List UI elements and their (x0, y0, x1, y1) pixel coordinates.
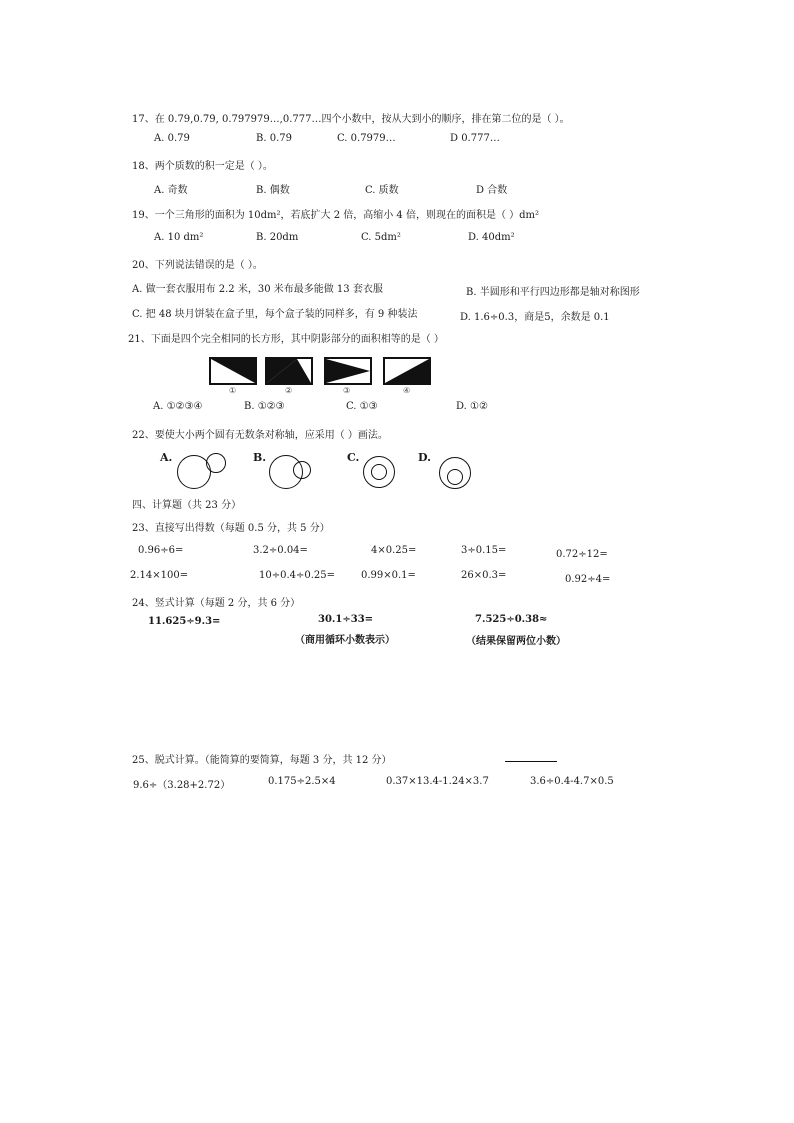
question-17-option-c: C. 0.7979… (337, 133, 396, 144)
question-25-stem: 25、脱式计算。（能简算的要简算，每题 3 分，共 12 分） (132, 755, 392, 766)
question-20-stem: 20、下列说法错误的是（ ）。 (132, 260, 263, 271)
q25-item-3: 0.37×13.4-1.24×3.7 (386, 776, 489, 787)
q23-item-4: 3÷0.15= (461, 545, 507, 556)
question-17-option-b: B. 0.7̇9̇ (256, 133, 292, 144)
question-24-stem: 24、竖式计算（每题 2 分，共 6 分） (132, 598, 301, 609)
question-21-option-b: B. ①②③ (244, 401, 285, 412)
question-21-stem: 21、下面是四个完全相同的长方形，其中阴影部分的面积相等的是（ ） (128, 334, 444, 345)
q25-item-1: 9.6÷（3.28+2.72） (133, 780, 231, 791)
question-19-option-b: B. 20dm (256, 232, 299, 243)
question-19-option-c: C. 5dm² (361, 232, 401, 243)
q23-item-3: 4×0.25= (371, 545, 417, 556)
q24-item-1: 11.625÷9.3= (148, 616, 221, 627)
rectangle-figure-4 (383, 357, 431, 385)
question-20-option-d: D. 1.6÷0.3，商是5，余数是 0.1 (460, 312, 610, 323)
q23-item-6: 2.14×100= (130, 570, 189, 581)
question-18-option-a: A. 奇数 (154, 185, 188, 196)
rectangle-figure-1 (209, 357, 257, 385)
section-4-title: 四、计算题（共 23 分） (132, 500, 242, 511)
question-19-stem: 19、一个三角形的面积为 10dm²，若底扩大 2 倍，高缩小 4 倍，则现在的面积是（ ）dm² (132, 210, 540, 221)
rectangle-figure-2 (265, 357, 313, 385)
question-21-option-a: A. ①②③④ (153, 401, 203, 412)
question-20-option-b: B. 半圆形和平行四边形都是轴对称图形 (466, 287, 640, 298)
circle-c-small (371, 464, 387, 480)
question-21-option-c: C. ①③ (346, 401, 378, 412)
q24-item-2: 30.1÷33= (318, 614, 374, 625)
question-22-stem: 22、要使大小两个圆有无数条对称轴，应采用（ ）画法。 (132, 430, 388, 441)
circle-b-small (293, 461, 311, 479)
question-21-option-d: D. ①② (456, 401, 488, 412)
question-18-option-b: B. 偶数 (256, 185, 290, 196)
figure-label-2: ② (285, 386, 293, 395)
q23-item-7: 10÷0.4÷0.25= (259, 570, 336, 581)
question-20-option-c: C. 把 48 块月饼装在盒子里，每个盒子装的同样多，有 9 种装法 (132, 309, 418, 320)
question-19-option-a: A. 10 dm² (154, 232, 204, 243)
figure-label-1: ① (229, 386, 237, 395)
q23-item-5: 0.72÷12= (556, 549, 608, 560)
figure-label-3: ③ (343, 386, 351, 395)
rectangle-figure-3 (324, 357, 372, 385)
question-17-stem: 17、在 0.79,0.7̇9̇, 0.797979…,0.777…四个小数中，按从大到小的顺序，排在第二位的是（ ）。 (132, 114, 570, 125)
figure-label-4: ④ (403, 386, 411, 395)
question-17-option-d: D 0.777… (450, 133, 500, 144)
question-18-stem: 18、两个质数的积一定是（ ）。 (132, 161, 273, 172)
question-18-option-d: D 合数 (476, 185, 508, 196)
q23-item-8: 0.99×0.1= (361, 570, 416, 581)
question-18-option-c: C. 质数 (365, 185, 399, 196)
q23-item-2: 3.2÷0.04= (253, 545, 308, 556)
circle-option-b-label: B. (253, 451, 267, 464)
q23-item-10: 0.92÷4= (565, 574, 611, 585)
circle-option-c-label: C. (347, 451, 360, 464)
q25-item-2: 0.175÷2.5×4 (268, 776, 336, 787)
question-23-stem: 23、直接写出得数（每题 0.5 分，共 5 分） (132, 523, 330, 534)
q24-note-1: （商用循环小数表示） (295, 635, 395, 646)
q25-item-4: 3.6÷0.4-4.7×0.5 (530, 776, 614, 787)
answer-blank-line (505, 761, 557, 762)
q24-item-3: 7.525÷0.38≈ (475, 614, 548, 625)
q23-item-1: 0.96÷6= (138, 545, 184, 556)
q24-note-2: （结果保留两位小数） (466, 636, 566, 647)
circle-option-a-label: A. (160, 451, 173, 464)
question-20-option-a: A. 做一套衣服用布 2.2 米，30 米布最多能做 13 套衣服 (132, 284, 383, 295)
q23-item-9: 26×0.3= (461, 570, 507, 581)
circle-option-d-label: D. (418, 451, 431, 464)
question-17-option-a: A. 0.79 (154, 133, 190, 144)
question-19-option-d: D. 40dm² (468, 232, 515, 243)
circle-d-small (447, 469, 463, 485)
circle-a-small (206, 453, 226, 473)
